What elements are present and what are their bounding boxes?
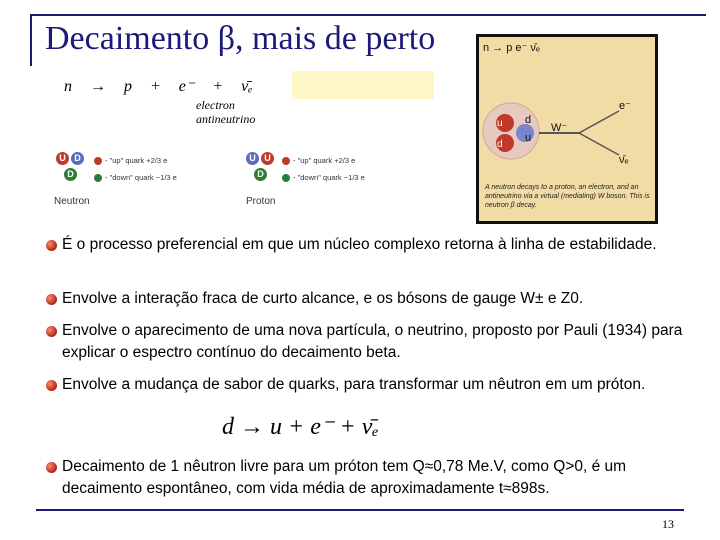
bullet-dot-icon	[46, 294, 57, 305]
slide-title: Decaimento β, mais de perto	[45, 20, 436, 57]
quark-decay-formula: d → u + e⁻ + ν̄ₑ	[222, 414, 379, 440]
down-quark-legend: - "down" quark −1/3 e	[282, 173, 365, 182]
inset-reaction: n → p e⁻ ν̄ₑ	[483, 42, 540, 54]
footer-rule	[36, 509, 684, 511]
antineutrino-label: ν̄ₑ	[619, 154, 629, 166]
up-quark: U	[56, 152, 69, 165]
term-electron: e⁻	[178, 78, 195, 95]
label-antineutrino: antineutrino	[196, 112, 256, 126]
term-neutron: n	[64, 78, 72, 95]
up-quark: U	[261, 152, 274, 165]
bullet-item	[42, 320, 692, 364]
term-plus: +	[212, 78, 224, 95]
feynman-diagram	[479, 59, 655, 179]
up-quark-legend: - "up" quark +2/3 e	[282, 156, 355, 165]
bullet-text: Envolve a mudança de sabor de quarks, para transformar um nêutron em um próton.	[62, 376, 646, 393]
down-quark: D	[64, 168, 77, 181]
inset-quark-u: u	[497, 118, 503, 129]
label-electron: electron	[196, 98, 235, 112]
bullet-item	[42, 456, 692, 500]
bullet-text: Decaimento de 1 nêutron livre para um próton tem Q≈0,78 Me.V, como Q>0, é um decaimento espontâneo, com vida média de aproximadamente t≈898s.	[62, 458, 627, 497]
inset-quark-d-top: d	[525, 114, 532, 126]
electron-line	[579, 111, 619, 133]
neutrino-line	[579, 133, 619, 155]
bullet-item	[42, 374, 692, 396]
down-quark: D	[71, 152, 84, 165]
proton-diagram	[244, 150, 274, 188]
bullet-dot-icon	[46, 326, 57, 337]
electron-label: e⁻	[619, 100, 631, 112]
bullet-text: Envolve o aparecimento de uma nova partícula, o neutrino, proposto por Pauli (1934) para explicar o espectro contínuo do decaimento beta.	[62, 322, 683, 361]
neutron-label: Neutron	[54, 196, 90, 207]
down-quark-legend: - "down" quark −1/3 e	[94, 173, 177, 182]
title-rule-left	[30, 14, 32, 66]
title-rule-top	[30, 14, 706, 16]
bullet-text: É o processo preferencial em que um núcleo complexo retorna à linha de estabilidade.	[62, 236, 657, 253]
bullet-item	[42, 234, 692, 256]
bullet-dot-icon	[46, 240, 57, 251]
term-antineutrino: ν̄ₑ	[241, 78, 253, 95]
inset-quark-u-mid: u	[525, 132, 532, 144]
up-quark: U	[246, 152, 259, 165]
bullet-item	[42, 288, 692, 310]
page-number: 13	[662, 517, 674, 531]
down-quark: D	[254, 168, 267, 181]
bullet-dot-icon	[46, 462, 57, 473]
reaction-equation	[64, 76, 266, 96]
beta-decay-inset-figure	[476, 34, 658, 224]
up-quark-legend: - "up" quark +2/3 e	[94, 156, 167, 165]
highlight-box	[292, 71, 434, 99]
neutron-diagram	[54, 150, 84, 188]
term-plus: +	[150, 78, 161, 95]
term-proton: p	[124, 78, 132, 95]
bullet-dot-icon	[46, 380, 57, 391]
bullet-text: Envolve a interação fraca de curto alcance, e os bósons de gauge W± e Z0.	[62, 290, 584, 307]
term-arrow: →	[90, 78, 106, 95]
proton-label: Proton	[246, 196, 276, 207]
inset-caption: A neutron decays to a proton, an electron, and an antineutrino via a virtual (mediating) W boson. This is neutron β decay.	[485, 184, 650, 209]
inset-quark-d: d	[497, 139, 503, 150]
particle-labels	[196, 98, 255, 126]
w-boson-label: W⁻	[551, 122, 568, 134]
